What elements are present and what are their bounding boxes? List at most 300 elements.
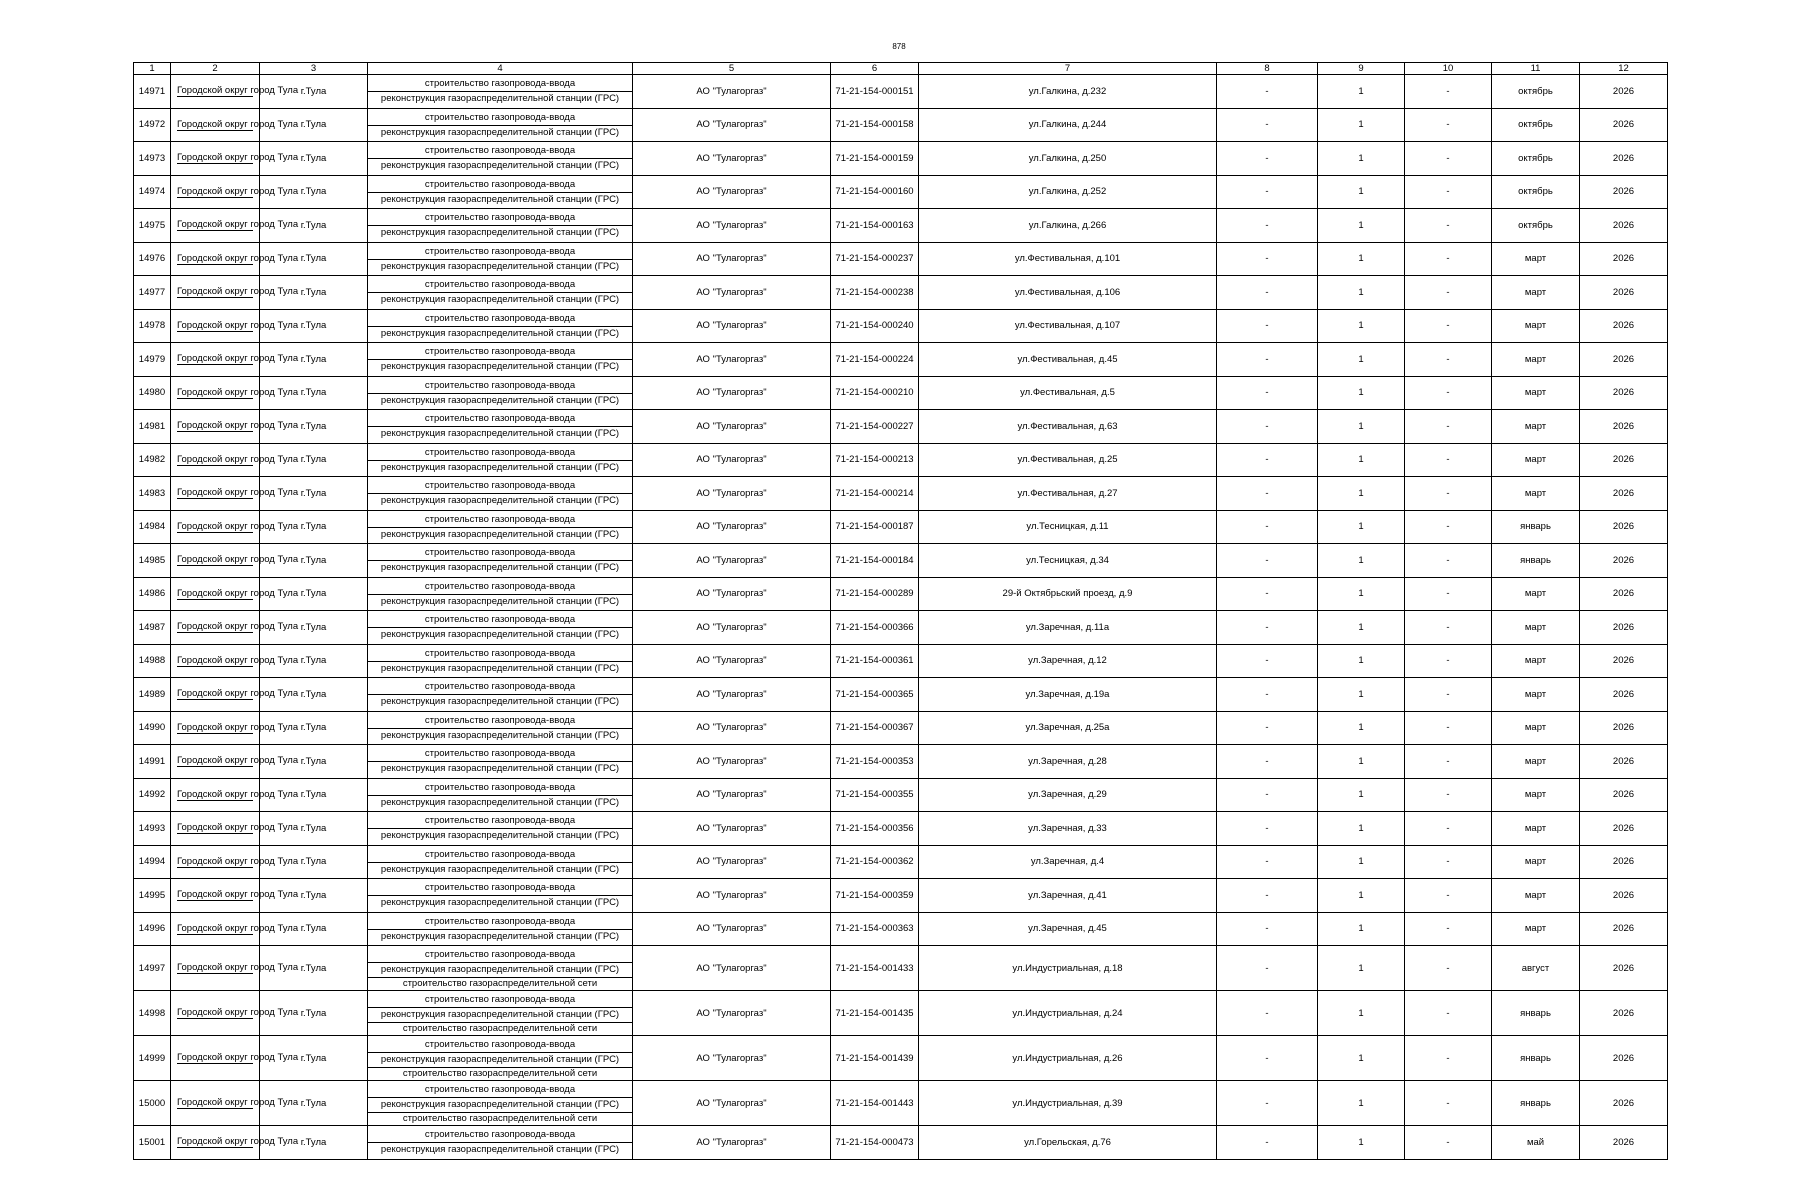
- month-cell: октябрь: [1492, 175, 1580, 209]
- column-header: 2: [171, 63, 260, 75]
- column-header: 10: [1405, 63, 1492, 75]
- locality-cell: г.Тула: [260, 912, 368, 946]
- organization-cell: АО "Тулагоргаз": [633, 711, 831, 745]
- row-number: 14990: [134, 711, 171, 745]
- works-cell: [368, 309, 633, 343]
- column-8-cell: -: [1217, 75, 1318, 109]
- locality-cell: г.Тула: [260, 343, 368, 377]
- month-cell: март: [1492, 711, 1580, 745]
- work-type-line: строительство газопровода-ввода: [424, 614, 576, 626]
- municipality-text: Городской округ город Тула: [177, 118, 299, 130]
- quantity-cell: 1: [1318, 845, 1405, 879]
- work-type-line: реконструкция газораспределительной станции (ГРС): [368, 359, 632, 374]
- address-cell: ул.Фестивальная, д.107: [919, 309, 1217, 343]
- month-cell: март: [1492, 343, 1580, 377]
- work-type-line: реконструкция газораспределительной станции (ГРС): [368, 426, 632, 441]
- column-10-cell: -: [1405, 946, 1492, 991]
- municipality-cell: [171, 845, 299, 879]
- column-8-cell: -: [1217, 477, 1318, 511]
- column-8-cell: -: [1217, 108, 1318, 142]
- column-header: 11: [1492, 63, 1580, 75]
- object-code-cell: 71-21-154-000210: [831, 376, 919, 410]
- column-10-cell: -: [1405, 879, 1492, 913]
- works-cell: [368, 376, 633, 410]
- column-8-cell: -: [1217, 912, 1318, 946]
- locality-cell: г.Тула: [260, 879, 368, 913]
- municipality-cell: [171, 544, 299, 578]
- month-cell: март: [1492, 745, 1580, 779]
- month-cell: март: [1492, 644, 1580, 678]
- month-cell: март: [1492, 309, 1580, 343]
- column-header: 4: [368, 63, 633, 75]
- month-cell: май: [1492, 1126, 1580, 1160]
- work-type-line: реконструкция газораспределительной станции (ГРС): [368, 1097, 632, 1112]
- works-cell: [368, 711, 633, 745]
- row-number: 14979: [134, 343, 171, 377]
- column-10-cell: -: [1405, 1036, 1492, 1081]
- municipality-cell: [171, 477, 299, 511]
- work-type-line: строительство газопровода-ввода: [424, 212, 576, 224]
- object-code-cell: 71-21-154-000353: [831, 745, 919, 779]
- work-type-line: реконструкция газораспределительной станции (ГРС): [368, 929, 632, 944]
- municipality-cell: [171, 991, 299, 1036]
- row-number: 14980: [134, 376, 171, 410]
- column-8-cell: -: [1217, 678, 1318, 712]
- work-type-line: строительство газопровода-ввода: [424, 781, 576, 793]
- locality-cell: г.Тула: [260, 577, 368, 611]
- works-cell: [368, 75, 633, 109]
- municipality-text: Городской округ город Тула: [177, 554, 299, 566]
- address-cell: ул.Заречная, д.45: [919, 912, 1217, 946]
- column-8-cell: -: [1217, 644, 1318, 678]
- organization-cell: АО "Тулагоргаз": [633, 477, 831, 511]
- work-type-line: строительство газопровода-ввода: [424, 993, 576, 1005]
- locality-cell: г.Тула: [260, 376, 368, 410]
- column-10-cell: -: [1405, 276, 1492, 310]
- work-type-line: строительство газопровода-ввода: [424, 915, 576, 927]
- municipality-text: Городской округ город Тула: [177, 587, 299, 599]
- column-10-cell: -: [1405, 175, 1492, 209]
- locality-cell: г.Тула: [260, 410, 368, 444]
- locality-cell: г.Тула: [260, 75, 368, 109]
- locality-cell: г.Тула: [260, 276, 368, 310]
- locality-cell: г.Тула: [260, 175, 368, 209]
- row-number: 14986: [134, 577, 171, 611]
- locality-cell: г.Тула: [260, 1126, 368, 1160]
- municipality-cell: [171, 678, 299, 712]
- object-code-cell: 71-21-154-000355: [831, 778, 919, 812]
- object-code-cell: 71-21-154-000365: [831, 678, 919, 712]
- column-8-cell: -: [1217, 1036, 1318, 1081]
- object-code-cell: 71-21-154-000366: [831, 611, 919, 645]
- locality-cell: г.Тула: [260, 845, 368, 879]
- work-type-line: реконструкция газораспределительной станции (ГРС): [368, 326, 632, 341]
- work-type-line: строительство газопровода-ввода: [424, 547, 576, 559]
- column-10-cell: -: [1405, 912, 1492, 946]
- work-type-line: реконструкция газораспределительной станции (ГРС): [368, 91, 632, 106]
- work-type-line: реконструкция газораспределительной станции (ГРС): [368, 895, 632, 910]
- column-header: 9: [1318, 63, 1405, 75]
- quantity-cell: 1: [1318, 443, 1405, 477]
- row-number: 14998: [134, 991, 171, 1036]
- month-cell: март: [1492, 376, 1580, 410]
- table-row: [134, 879, 1668, 913]
- year-cell: 2026: [1580, 812, 1668, 846]
- month-cell: январь: [1492, 544, 1580, 578]
- work-type-line: реконструкция газораспределительной станции (ГРС): [368, 828, 632, 843]
- address-cell: ул.Индустриальная, д.24: [919, 991, 1217, 1036]
- municipality-cell: [171, 242, 299, 276]
- organization-cell: АО "Тулагоргаз": [633, 778, 831, 812]
- works-cell: [368, 611, 633, 645]
- organization-cell: АО "Тулагоргаз": [633, 75, 831, 109]
- month-cell: март: [1492, 879, 1580, 913]
- locality-cell: г.Тула: [260, 812, 368, 846]
- row-number: 14991: [134, 745, 171, 779]
- object-code-cell: 71-21-154-001439: [831, 1036, 919, 1081]
- municipality-text: Городской округ город Тула: [177, 889, 299, 901]
- work-type-line: строительство газопровода-ввода: [424, 1129, 576, 1141]
- locality-cell: г.Тула: [260, 1081, 368, 1126]
- municipality-cell: [171, 1081, 299, 1126]
- quantity-cell: 1: [1318, 991, 1405, 1036]
- works-cell: [368, 410, 633, 444]
- column-10-cell: -: [1405, 544, 1492, 578]
- organization-cell: АО "Тулагоргаз": [633, 1081, 831, 1126]
- column-10-cell: -: [1405, 410, 1492, 444]
- work-type-line: реконструкция газораспределительной станции (ГРС): [368, 862, 632, 877]
- municipality-text: Городской округ город Тула: [177, 1097, 299, 1108]
- quantity-cell: 1: [1318, 276, 1405, 310]
- month-cell: октябрь: [1492, 142, 1580, 176]
- column-8-cell: -: [1217, 778, 1318, 812]
- column-8-cell: -: [1217, 209, 1318, 243]
- column-header: 5: [633, 63, 831, 75]
- table-row: [134, 209, 1668, 243]
- column-header: 12: [1580, 63, 1668, 75]
- table-row: [134, 309, 1668, 343]
- municipality-cell: [171, 175, 299, 209]
- municipality-text: Городской округ город Тула: [177, 219, 299, 231]
- locality-cell: г.Тула: [260, 778, 368, 812]
- address-cell: ул.Заречная, д.11а: [919, 611, 1217, 645]
- column-8-cell: -: [1217, 1081, 1318, 1126]
- address-cell: ул.Горельская, д.76: [919, 1126, 1217, 1160]
- address-cell: ул.Фестивальная, д.45: [919, 343, 1217, 377]
- row-number: 14999: [134, 1036, 171, 1081]
- work-type-line: строительство газопровода-ввода: [424, 1038, 576, 1050]
- object-code-cell: 71-21-154-000240: [831, 309, 919, 343]
- row-number: 14992: [134, 778, 171, 812]
- row-number: 14984: [134, 510, 171, 544]
- quantity-cell: 1: [1318, 309, 1405, 343]
- object-code-cell: 71-21-154-000473: [831, 1126, 919, 1160]
- organization-cell: АО "Тулагоргаз": [633, 745, 831, 779]
- year-cell: 2026: [1580, 1081, 1668, 1126]
- month-cell: март: [1492, 242, 1580, 276]
- works-cell: [368, 1081, 633, 1126]
- quantity-cell: 1: [1318, 711, 1405, 745]
- organization-cell: АО "Тулагоргаз": [633, 510, 831, 544]
- object-code-cell: 71-21-154-000362: [831, 845, 919, 879]
- column-10-cell: -: [1405, 644, 1492, 678]
- quantity-cell: 1: [1318, 209, 1405, 243]
- municipality-text: Городской округ город Тула: [177, 962, 299, 973]
- organization-cell: АО "Тулагоргаз": [633, 991, 831, 1036]
- work-type-line: строительство газораспределительной сети: [368, 1112, 632, 1125]
- quantity-cell: 1: [1318, 1126, 1405, 1160]
- column-header-row: [134, 63, 1668, 75]
- year-cell: 2026: [1580, 75, 1668, 109]
- year-cell: 2026: [1580, 276, 1668, 310]
- year-cell: 2026: [1580, 711, 1668, 745]
- month-cell: март: [1492, 845, 1580, 879]
- address-cell: ул.Галкина, д.244: [919, 108, 1217, 142]
- month-cell: январь: [1492, 991, 1580, 1036]
- work-type-line: реконструкция газораспределительной станции (ГРС): [368, 192, 632, 207]
- address-cell: ул.Тесницкая, д.11: [919, 510, 1217, 544]
- works-cell: [368, 912, 633, 946]
- organization-cell: АО "Тулагоргаз": [633, 812, 831, 846]
- locality-cell: г.Тула: [260, 611, 368, 645]
- object-code-cell: 71-21-154-000214: [831, 477, 919, 511]
- address-cell: ул.Фестивальная, д.106: [919, 276, 1217, 310]
- page-number: 878: [892, 42, 906, 51]
- locality-cell: г.Тула: [260, 309, 368, 343]
- column-10-cell: -: [1405, 711, 1492, 745]
- municipality-text: Городской округ город Тула: [177, 286, 299, 298]
- municipality-cell: [171, 108, 299, 142]
- municipality-text: Городской округ город Тула: [177, 420, 299, 432]
- municipality-text: Городской округ город Тула: [177, 185, 299, 197]
- column-10-cell: -: [1405, 678, 1492, 712]
- year-cell: 2026: [1580, 209, 1668, 243]
- work-type-line: строительство газопровода-ввода: [424, 513, 576, 525]
- work-type-line: строительство газопровода-ввода: [424, 882, 576, 894]
- works-cell: [368, 678, 633, 712]
- year-cell: 2026: [1580, 745, 1668, 779]
- municipality-cell: [171, 276, 299, 310]
- works-cell: [368, 175, 633, 209]
- municipality-text: Городской округ город Тула: [177, 453, 299, 465]
- work-type-line: реконструкция газораспределительной станции (ГРС): [368, 1052, 632, 1067]
- object-code-cell: 71-21-154-000213: [831, 443, 919, 477]
- column-header: 1: [134, 63, 171, 75]
- month-cell: март: [1492, 477, 1580, 511]
- work-type-line: реконструкция газораспределительной станции (ГРС): [368, 393, 632, 408]
- work-type-line: строительство газопровода-ввода: [424, 948, 576, 960]
- row-number: 14981: [134, 410, 171, 444]
- month-cell: март: [1492, 812, 1580, 846]
- row-number: 14974: [134, 175, 171, 209]
- organization-cell: АО "Тулагоргаз": [633, 1126, 831, 1160]
- work-type-line: строительство газопровода-ввода: [424, 446, 576, 458]
- quantity-cell: 1: [1318, 477, 1405, 511]
- quantity-cell: 1: [1318, 510, 1405, 544]
- address-cell: ул.Заречная, д.19а: [919, 678, 1217, 712]
- work-type-line: строительство газопровода-ввода: [424, 413, 576, 425]
- year-cell: 2026: [1580, 1126, 1668, 1160]
- municipality-text: Городской округ город Тула: [177, 85, 299, 97]
- year-cell: 2026: [1580, 1036, 1668, 1081]
- table-row: [134, 812, 1668, 846]
- municipality-text: Городской округ город Тула: [177, 721, 299, 733]
- work-type-line: строительство газопровода-ввода: [424, 714, 576, 726]
- municipality-text: Городской округ город Тула: [177, 1007, 299, 1018]
- work-type-line: реконструкция газораспределительной станции (ГРС): [368, 661, 632, 676]
- table-row: [134, 343, 1668, 377]
- work-type-line: строительство газораспределительной сети: [368, 1067, 632, 1080]
- municipality-text: Городской округ город Тула: [177, 1052, 299, 1063]
- year-cell: 2026: [1580, 477, 1668, 511]
- month-cell: август: [1492, 946, 1580, 991]
- quantity-cell: 1: [1318, 376, 1405, 410]
- municipality-cell: [171, 1036, 299, 1081]
- address-cell: ул.Заречная, д.4: [919, 845, 1217, 879]
- year-cell: 2026: [1580, 410, 1668, 444]
- column-8-cell: -: [1217, 142, 1318, 176]
- organization-cell: АО "Тулагоргаз": [633, 142, 831, 176]
- column-8-cell: -: [1217, 812, 1318, 846]
- works-cell: [368, 991, 633, 1036]
- work-type-line: реконструкция газораспределительной станции (ГРС): [368, 962, 632, 977]
- work-type-line: реконструкция газораспределительной станции (ГРС): [368, 125, 632, 140]
- organization-cell: АО "Тулагоргаз": [633, 644, 831, 678]
- object-code-cell: 71-21-154-000184: [831, 544, 919, 578]
- year-cell: 2026: [1580, 577, 1668, 611]
- works-cell: [368, 1036, 633, 1081]
- month-cell: март: [1492, 577, 1580, 611]
- work-type-line: реконструкция газораспределительной станции (ГРС): [368, 761, 632, 776]
- object-code-cell: 71-21-154-000289: [831, 577, 919, 611]
- table-row: [134, 108, 1668, 142]
- municipality-text: Городской округ город Тула: [177, 487, 299, 499]
- column-10-cell: -: [1405, 1126, 1492, 1160]
- locality-cell: г.Тула: [260, 745, 368, 779]
- column-10-cell: -: [1405, 75, 1492, 109]
- works-cell: [368, 142, 633, 176]
- locality-cell: г.Тула: [260, 510, 368, 544]
- work-type-line: строительство газораспределительной сети: [368, 977, 632, 990]
- organization-cell: АО "Тулагоргаз": [633, 410, 831, 444]
- municipality-text: Городской округ город Тула: [177, 855, 299, 867]
- municipality-cell: [171, 812, 299, 846]
- column-10-cell: -: [1405, 376, 1492, 410]
- column-8-cell: -: [1217, 1126, 1318, 1160]
- quantity-cell: 1: [1318, 745, 1405, 779]
- address-cell: ул.Галкина, д.250: [919, 142, 1217, 176]
- row-number: 14972: [134, 108, 171, 142]
- quantity-cell: 1: [1318, 577, 1405, 611]
- column-8-cell: -: [1217, 577, 1318, 611]
- quantity-cell: 1: [1318, 912, 1405, 946]
- municipality-cell: [171, 778, 299, 812]
- column-10-cell: -: [1405, 778, 1492, 812]
- work-type-line: реконструкция газораспределительной станции (ГРС): [368, 560, 632, 575]
- register-table: [133, 62, 1668, 1160]
- object-code-cell: 71-21-154-000159: [831, 142, 919, 176]
- column-10-cell: -: [1405, 242, 1492, 276]
- object-code-cell: 71-21-154-000363: [831, 912, 919, 946]
- quantity-cell: 1: [1318, 611, 1405, 645]
- quantity-cell: 1: [1318, 343, 1405, 377]
- works-cell: [368, 879, 633, 913]
- address-cell: ул.Фестивальная, д.5: [919, 376, 1217, 410]
- column-8-cell: -: [1217, 611, 1318, 645]
- address-cell: ул.Заречная, д.25а: [919, 711, 1217, 745]
- table-row: [134, 75, 1668, 109]
- row-number: 14989: [134, 678, 171, 712]
- work-type-line: реконструкция газораспределительной станции (ГРС): [368, 158, 632, 173]
- address-cell: ул.Индустриальная, д.26: [919, 1036, 1217, 1081]
- work-type-line: реконструкция газораспределительной станции (ГРС): [368, 527, 632, 542]
- column-10-cell: -: [1405, 209, 1492, 243]
- works-cell: [368, 108, 633, 142]
- municipality-cell: [171, 376, 299, 410]
- column-10-cell: -: [1405, 845, 1492, 879]
- organization-cell: АО "Тулагоргаз": [633, 577, 831, 611]
- column-8-cell: -: [1217, 309, 1318, 343]
- object-code-cell: 71-21-154-000361: [831, 644, 919, 678]
- table-row: [134, 1126, 1668, 1160]
- column-10-cell: -: [1405, 309, 1492, 343]
- table-row: [134, 477, 1668, 511]
- municipality-cell: [171, 644, 299, 678]
- column-header: 6: [831, 63, 919, 75]
- work-type-line: строительство газопровода-ввода: [424, 346, 576, 358]
- object-code-cell: 71-21-154-000237: [831, 242, 919, 276]
- row-number: 14973: [134, 142, 171, 176]
- works-cell: [368, 577, 633, 611]
- locality-cell: г.Тула: [260, 544, 368, 578]
- table-row: [134, 1081, 1668, 1126]
- row-number: 15001: [134, 1126, 171, 1160]
- month-cell: март: [1492, 912, 1580, 946]
- municipality-cell: [171, 879, 299, 913]
- column-8-cell: -: [1217, 175, 1318, 209]
- year-cell: 2026: [1580, 343, 1668, 377]
- year-cell: 2026: [1580, 510, 1668, 544]
- quantity-cell: 1: [1318, 946, 1405, 991]
- table-row: [134, 845, 1668, 879]
- work-type-line: строительство газопровода-ввода: [424, 379, 576, 391]
- table-row: [134, 175, 1668, 209]
- object-code-cell: 71-21-154-000151: [831, 75, 919, 109]
- month-cell: октябрь: [1492, 108, 1580, 142]
- municipality-text: Городской округ город Тула: [177, 755, 299, 767]
- organization-cell: АО "Тулагоргаз": [633, 242, 831, 276]
- quantity-cell: 1: [1318, 142, 1405, 176]
- year-cell: 2026: [1580, 879, 1668, 913]
- works-cell: [368, 209, 633, 243]
- row-number: 14995: [134, 879, 171, 913]
- object-code-cell: 71-21-154-000367: [831, 711, 919, 745]
- table-row: [134, 443, 1668, 477]
- works-cell: [368, 644, 633, 678]
- table-row: [134, 544, 1668, 578]
- works-cell: [368, 544, 633, 578]
- table-row: [134, 276, 1668, 310]
- organization-cell: АО "Тулагоргаз": [633, 309, 831, 343]
- row-number: 14982: [134, 443, 171, 477]
- municipality-cell: [171, 1126, 299, 1160]
- municipality-cell: [171, 711, 299, 745]
- column-10-cell: -: [1405, 812, 1492, 846]
- works-cell: [368, 946, 633, 991]
- month-cell: март: [1492, 443, 1580, 477]
- municipality-cell: [171, 611, 299, 645]
- organization-cell: АО "Тулагоргаз": [633, 276, 831, 310]
